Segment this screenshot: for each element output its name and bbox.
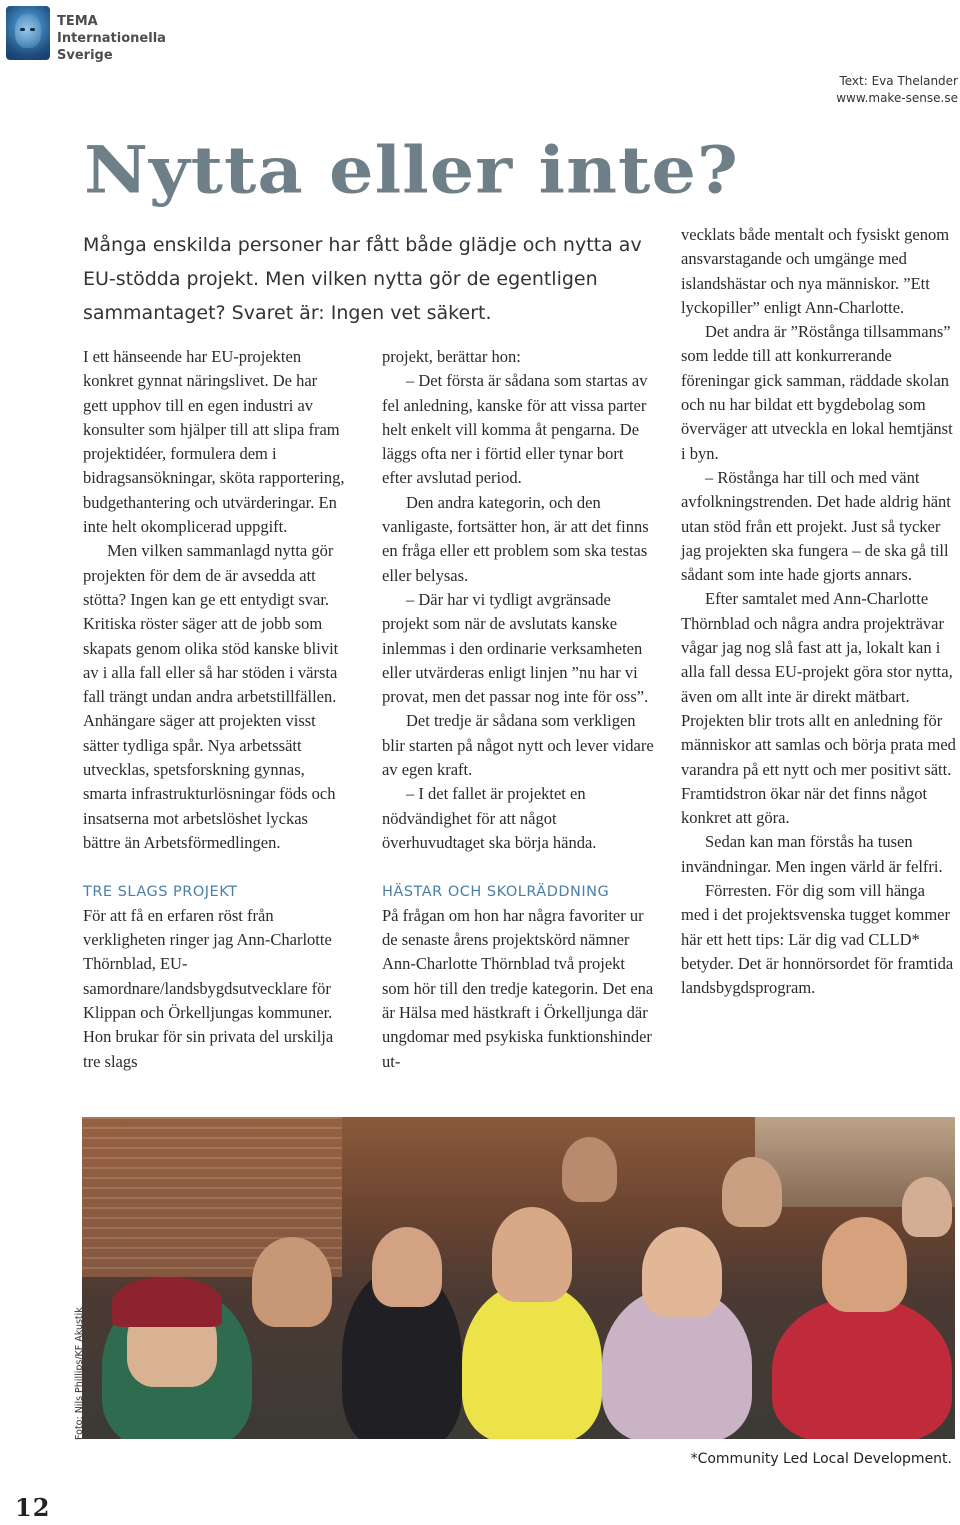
crowd-photo [82, 1117, 955, 1439]
article-headline: Nytta eller inte? [84, 132, 739, 209]
section-logo-image [6, 6, 50, 60]
photo-credit: Foto: Nils Phillips/KF Akustik [74, 1307, 85, 1440]
body-paragraph: Sedan kan man förstås ha tusen invändningar. Men ingen värld är felfri. [681, 832, 943, 876]
byline-author: Text: Eva Thelander [839, 74, 958, 88]
section-label-line: Sverige [57, 48, 113, 63]
body-paragraph: Det andra är ”Röstånga tillsammans” som ledde till att konkurrerande föreningar gick samman, räddade skolan och nu har bildat ett bygdebolag som överväger att utveckla en lokal hemtjänst i byn. [681, 322, 953, 463]
body-paragraph: projekt, berättar hon: [382, 347, 521, 366]
body-paragraph: I ett hänseende har EU-projekten konkret gynnat näringslivet. De har gett upphov till en egen industri av konsulter som hjälper till att slipa fram projektidéer, formulera dem i bidragsansökningar, sköta rapportering, budgethantering och utvärderingar. En inte helt okomplicerad uppgift. [83, 347, 345, 537]
subheading-hastar-och-skolraddning: HÄSTAR OCH SKOLRÄDDNING [382, 883, 610, 900]
body-paragraph: – Röstånga har till och med vänt avfolkningstrenden. Det hade aldrig hänt utan stöd från ett projekt. Just så tycker jag projekten ska fungera – de ska gå till sådant som inte hade gjorts annars. [681, 467, 951, 585]
footnote: *Community Led Local Development. [690, 1451, 952, 1467]
section-label-line: Internationella [57, 31, 166, 46]
section-label [57, 13, 166, 64]
body-paragraph: vecklats både mentalt och fysiskt genom ansvarstagande och umgänge med islandshästar och nya människor. ”Ett lyckopiller” enligt Ann-Charlotte. [681, 225, 950, 317]
section-label-line: TEMA [57, 14, 98, 29]
body-paragraph: – I det fallet är projektet en nödvändighet för att något överhuvudtaget ska börja hända. [382, 784, 597, 852]
ingress-text: Många enskilda personer har fått både glädje och nytta av EU-stödda projekt. Men vilken nytta gör de egentligen sammantaget? Svaret är: Ingen vet säkert. [83, 234, 642, 324]
body-paragraph: – Där har vi tydligt avgränsade projekt som när de avslutats kanske inlemmas i den ordinarie verksamheten eller utvärderas enligt linjen ”nu har vi provat, men det passar nog inte för oss”. [382, 589, 649, 707]
article-column-2 [382, 345, 656, 1074]
article-ingress [83, 228, 663, 330]
body-paragraph: Förresten. För dig som vill hänga med i det projektsvenska tugget kommer här ett hett tips: Lär dig vad CLLD* betyder. Det är honnörsordet för framtida landsbygdsprogram. [681, 881, 954, 998]
body-paragraph: Efter samtalet med Ann-Charlotte Thörnblad och några andra projekträvar vågar jag nog slå fast att ja, lokalt kan i alla fall dessa EU-projekt göra stor nytta, även om allt inte är direkt mätbart. Projekten blir trots allt en anledning för människor att samlas och börja prata med varandra på ett nytt och mer positivt sätt. Framtidstron ökar när det finns något konkret att göra. [681, 589, 956, 828]
page-number: 12 [15, 1493, 51, 1522]
body-paragraph: Men vilken sammanlagd nytta gör projekten för dem de är avsedda att stötta? Ingen kan ge ett entydigt svar. Kritiska röster säger att de jobb som skapats genom olika stöd kanske blivit av i alla fall eller så har stöden i värsta fall trängt undan andra arbetstillfällen. Anhängare säger att projekten visst sätter tydliga spår. Nya arbetssätt utvecklas, spetsforskning gynnas, smarta infrastrukturlösningar föds och insatserna mot arbetslöshet lyckas bättre än Arbetsförmedlingen. [83, 541, 339, 852]
byline [836, 73, 958, 107]
body-paragraph: Den andra kategorin, och den vanligaste, fortsätter hon, är att det finns en fråga eller ett problem som ska testas eller belysas. [382, 492, 649, 585]
article-column-1 [83, 345, 345, 1074]
body-paragraph: För att få en erfaren röst från verkligheten ringer jag Ann-Charlotte Thörnblad, EU-samordnare/landsbygdsutvecklare för Klippan och Örkelljungas kommuner. Hon brukar för sin privata del urskilja tre slags [83, 905, 334, 1071]
body-paragraph: På frågan om hon har några favoriter ur de senaste årens projektskörd nämner Ann-Charlotte Thörnblad två projekt som hör till den tredje kategorin. Det ena är Hälsa med hästkraft i Örkelljunga där ungdomar med psykiska funktionshinder ut- [382, 905, 654, 1071]
byline-url[interactable]: www.make-sense.se [836, 91, 958, 105]
article-column-3 [681, 223, 957, 1001]
body-paragraph: – Det första är sådana som startas av fel anledning, kanske för att vissa parter helt enkelt vill komma åt pengarna. De läggs ofta ner i förtid eller tynar bort efter avslutad period. [382, 371, 648, 488]
body-paragraph: Det tredje är sådana som verkligen blir starten på något nytt och lever vidare av egen kraft. [382, 711, 654, 780]
subheading-tre-slags-projekt: TRE SLAGS PROJEKT [83, 883, 238, 900]
